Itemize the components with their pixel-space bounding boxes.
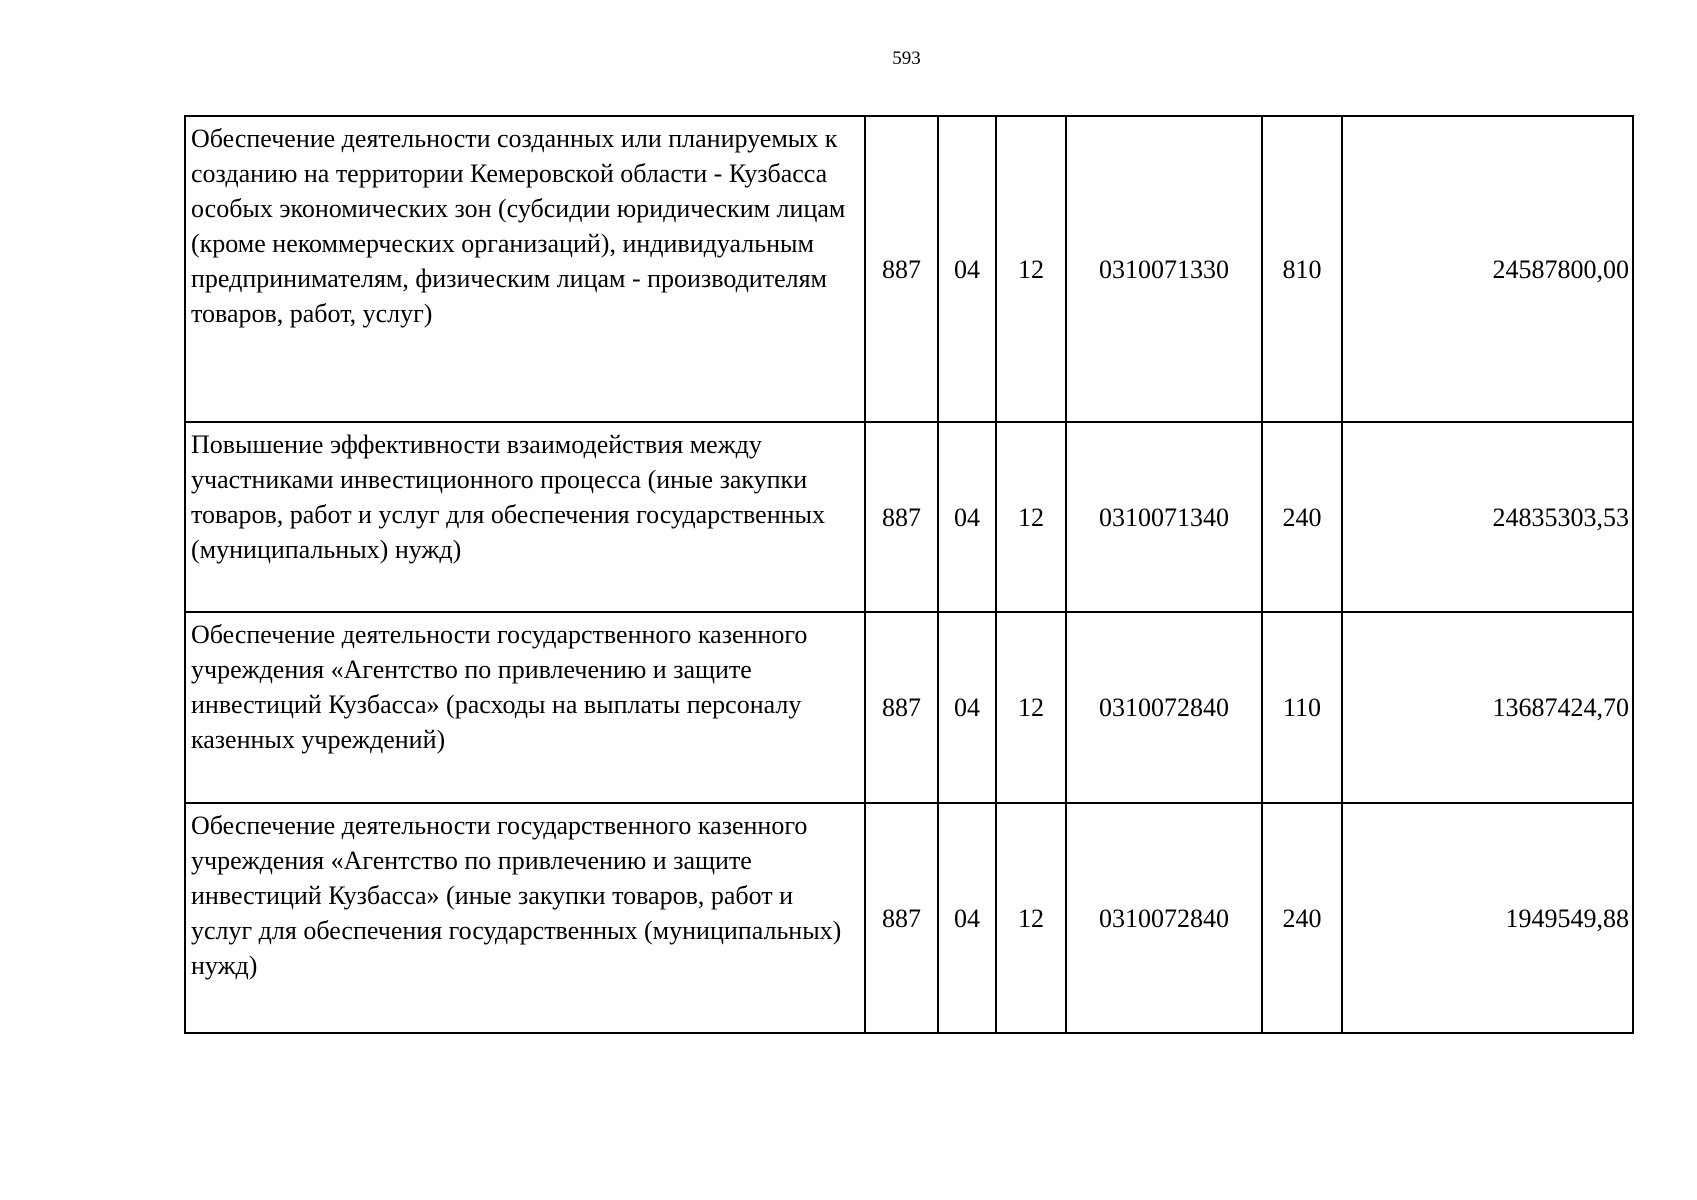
department-code: 887 xyxy=(865,116,938,422)
expense-type-code: 240 xyxy=(1262,422,1342,612)
table-row xyxy=(185,116,1633,422)
target-article-code: 0310071340 xyxy=(1066,422,1262,612)
expense-description: Обеспечение деятельности созданных или планируемых к созданию на территории Кемеровской области - Кузбасса особых экономических зон (субсидии юридическим лицам (кроме некоммерческих организаций), индивидуальным предпринимателям, физическим лицам - производителям товаров, работ, услуг) xyxy=(185,116,865,422)
subsection-code: 12 xyxy=(996,116,1066,422)
department-code: 887 xyxy=(865,612,938,803)
table-row xyxy=(185,612,1633,803)
expense-type-code: 810 xyxy=(1262,116,1342,422)
amount: 1949549,88 xyxy=(1342,803,1633,1033)
subsection-code: 12 xyxy=(996,422,1066,612)
target-article-code: 0310072840 xyxy=(1066,803,1262,1033)
expense-type-code: 240 xyxy=(1262,803,1342,1033)
subsection-code: 12 xyxy=(996,803,1066,1033)
target-article-code: 0310071330 xyxy=(1066,116,1262,422)
department-code: 887 xyxy=(865,422,938,612)
subsection-code: 12 xyxy=(996,612,1066,803)
amount: 24835303,53 xyxy=(1342,422,1633,612)
budget-table xyxy=(184,115,1634,1034)
section-code: 04 xyxy=(938,803,996,1033)
table-row xyxy=(185,803,1633,1033)
table-row xyxy=(185,422,1633,612)
department-code: 887 xyxy=(865,803,938,1033)
expense-description: Повышение эффективности взаимодействия между участниками инвестиционного процесса (иные закупки товаров, работ и услуг для обеспечения государственных (муниципальных) нужд) xyxy=(185,422,865,612)
section-code: 04 xyxy=(938,422,996,612)
amount: 13687424,70 xyxy=(1342,612,1633,803)
page-number: 593 xyxy=(892,48,921,69)
expense-description: Обеспечение деятельности государственного казенного учреждения «Агентство по привлечению и защите инвестиций Кузбасса» (иные закупки товаров, работ и услуг для обеспечения государственных (муниципальных) нужд) xyxy=(185,803,865,1033)
amount: 24587800,00 xyxy=(1342,116,1633,422)
target-article-code: 0310072840 xyxy=(1066,612,1262,803)
expense-description: Обеспечение деятельности государственного казенного учреждения «Агентство по привлечению и защите инвестиций Кузбасса» (расходы на выплаты персоналу казенных учреждений) xyxy=(185,612,865,803)
section-code: 04 xyxy=(938,612,996,803)
section-code: 04 xyxy=(938,116,996,422)
expense-type-code: 110 xyxy=(1262,612,1342,803)
